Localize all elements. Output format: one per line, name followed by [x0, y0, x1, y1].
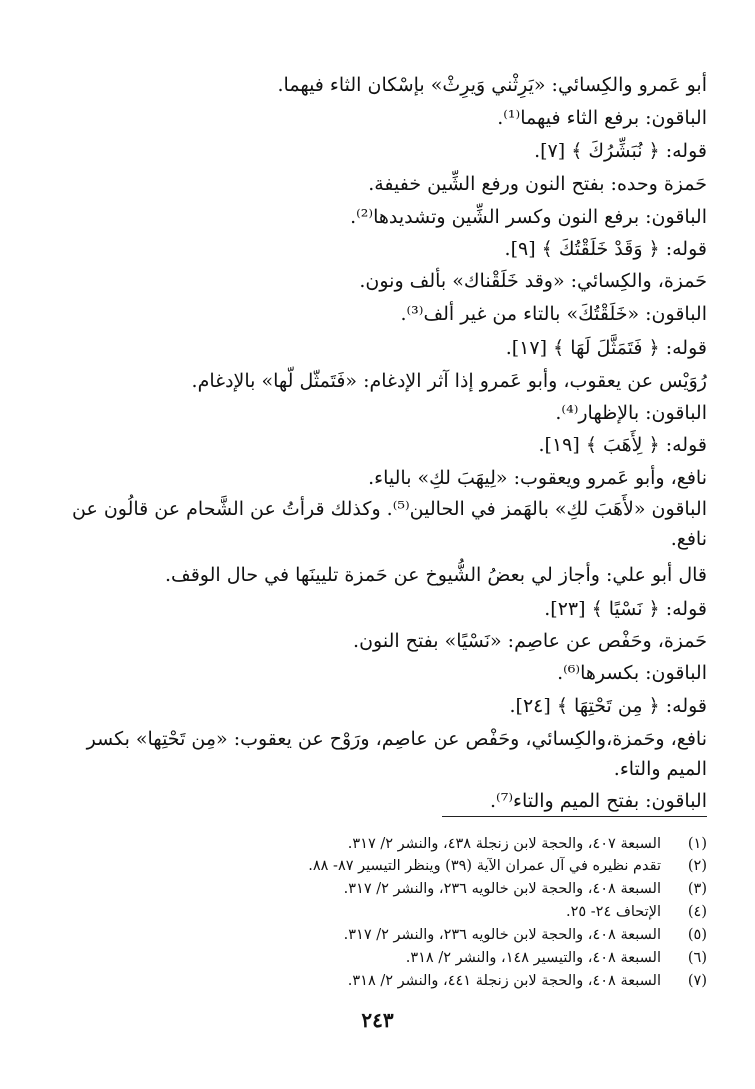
text-line-20: نافع، وحَمزة،والكِسائي، وحَفْص عن عاصِم، ورَوْح عن يعقوب: «مِن تَحْتِها» بكسر الميم والتاء.	[86, 728, 707, 780]
footnote-text: السبعة ٤٠٨، والحجة لابن زنجلة ٤٤١، والنشر ٢/ ٣١٨.	[347, 973, 661, 989]
text-line-7: حَمزة، والكِسائي: «وقد خَلَقْناك» بألف ونون.	[359, 270, 707, 292]
footnote-number: (٣)	[687, 881, 707, 897]
footnote-1	[47, 834, 707, 854]
footnote-number: (٢)	[687, 858, 707, 874]
text-line-3: قوله: ﴿ نُبَشِّرُكَ ﴾ [٧].	[534, 140, 707, 162]
footnote-number: (١)	[687, 836, 707, 852]
footnote-number: (٦)	[687, 950, 707, 966]
footnote-5	[47, 925, 707, 945]
footnote-4	[47, 902, 707, 922]
footnote-divider	[442, 816, 707, 817]
footnote-text: تقدم نظيره في آل عمران الآية (٣٩) وينظر التيسير ٨٧- ٨٨.	[308, 858, 661, 874]
footnote-6	[47, 948, 707, 968]
text-line-16: قوله: ﴿ نَسْيًا ﴾ [٢٣].	[544, 598, 707, 620]
text-line-11: الباقون: بالإظهار⁽⁴⁾.	[555, 402, 707, 424]
footnote-text: السبعة ٤٠٧، والحجة لابن زنجلة ٤٣٨، والنشر ٢/ ٣١٧.	[347, 836, 661, 852]
footnote-7	[47, 971, 707, 991]
text-line-17: حَمزة، وحَفْص عن عاصِم: «نَسْيًا» بفتح النون.	[353, 630, 707, 652]
footnote-number: (٤)	[687, 904, 707, 920]
footnote-number: (٧)	[687, 973, 707, 989]
footnote-3	[47, 879, 707, 899]
text-line-21: الباقون: بفتح الميم والتاء⁽⁷⁾.	[490, 790, 707, 812]
footnote-text: السبعة ٤٠٨، والحجة لابن خالويه ٢٣٦، والنشر ٢/ ٣١٧.	[343, 927, 661, 943]
text-line-15: قال أبو علي: وأجاز لي بعضُ الشُّيوخ عن حَمزة تليينَها في حال الوقف.	[165, 564, 707, 586]
text-line-12: قوله: ﴿ لِأَهَبَ ﴾ [١٩].	[538, 434, 707, 456]
text-line-18: الباقون: بكسرها⁽⁶⁾.	[557, 662, 707, 684]
text-line-8: الباقون: «خَلَقْتُكَ» بالتاء من غير ألف⁽³⁾.	[400, 303, 707, 325]
text-line-6: قوله: ﴿ وَقَدْ خَلَقْتُكَ ﴾ [٩].	[504, 238, 707, 260]
text-line-1: أبو عَمرو والكِسائي: «يَرِثْني وَيرِثْ» بإسْكان الثاء فيهما.	[277, 74, 707, 96]
text-line-10: رُوَيْس عن يعقوب، وأبو عَمرو إذا آثر الإدغام: «فَتَمثّل لّها» بالإدغام.	[191, 370, 707, 392]
footnote-text: السبعة ٤٠٨، والحجة لابن خالويه ٢٣٦، والنشر ٢/ ٣١٧.	[343, 881, 661, 897]
text-line-9: قوله: ﴿ فَتَمَثَّلَ لَهَا ﴾ [١٧].	[505, 337, 707, 359]
footnote-text: الإتحاف ٢٤- ٢٥.	[565, 904, 661, 920]
text-line-5: الباقون: برفع النون وكسر الشِّين وتشديدها⁽²⁾.	[350, 206, 707, 228]
text-line-19: قوله: ﴿ مِن تَحْتِهَا ﴾ [٢٤].	[509, 695, 707, 717]
text-line-2: الباقون: برفع الثاء فيهما⁽¹⁾.	[497, 107, 707, 129]
footnote-number: (٥)	[687, 927, 707, 943]
footnote-text: السبعة ٤٠٨، والتيسير ١٤٨، والنشر ٢/ ٣١٨.	[405, 950, 661, 966]
text-line-13: نافع، وأبو عَمرو ويعقوب: «لِيهَبَ لكِ» بالياء.	[368, 467, 707, 489]
footnote-2	[47, 856, 707, 876]
page-number: ٢٤٣	[361, 1008, 394, 1032]
text-line-14: الباقون «لأَهَبَ لكِ» بالهَمز في الحالين⁽⁵⁾. وكذلك قرأتُ عن الشَّحام عن قالُون عن نافع.	[72, 498, 707, 550]
text-line-4: حَمزة وحده: بفتح النون ورفع الشِّين خفيفة.	[368, 173, 707, 195]
